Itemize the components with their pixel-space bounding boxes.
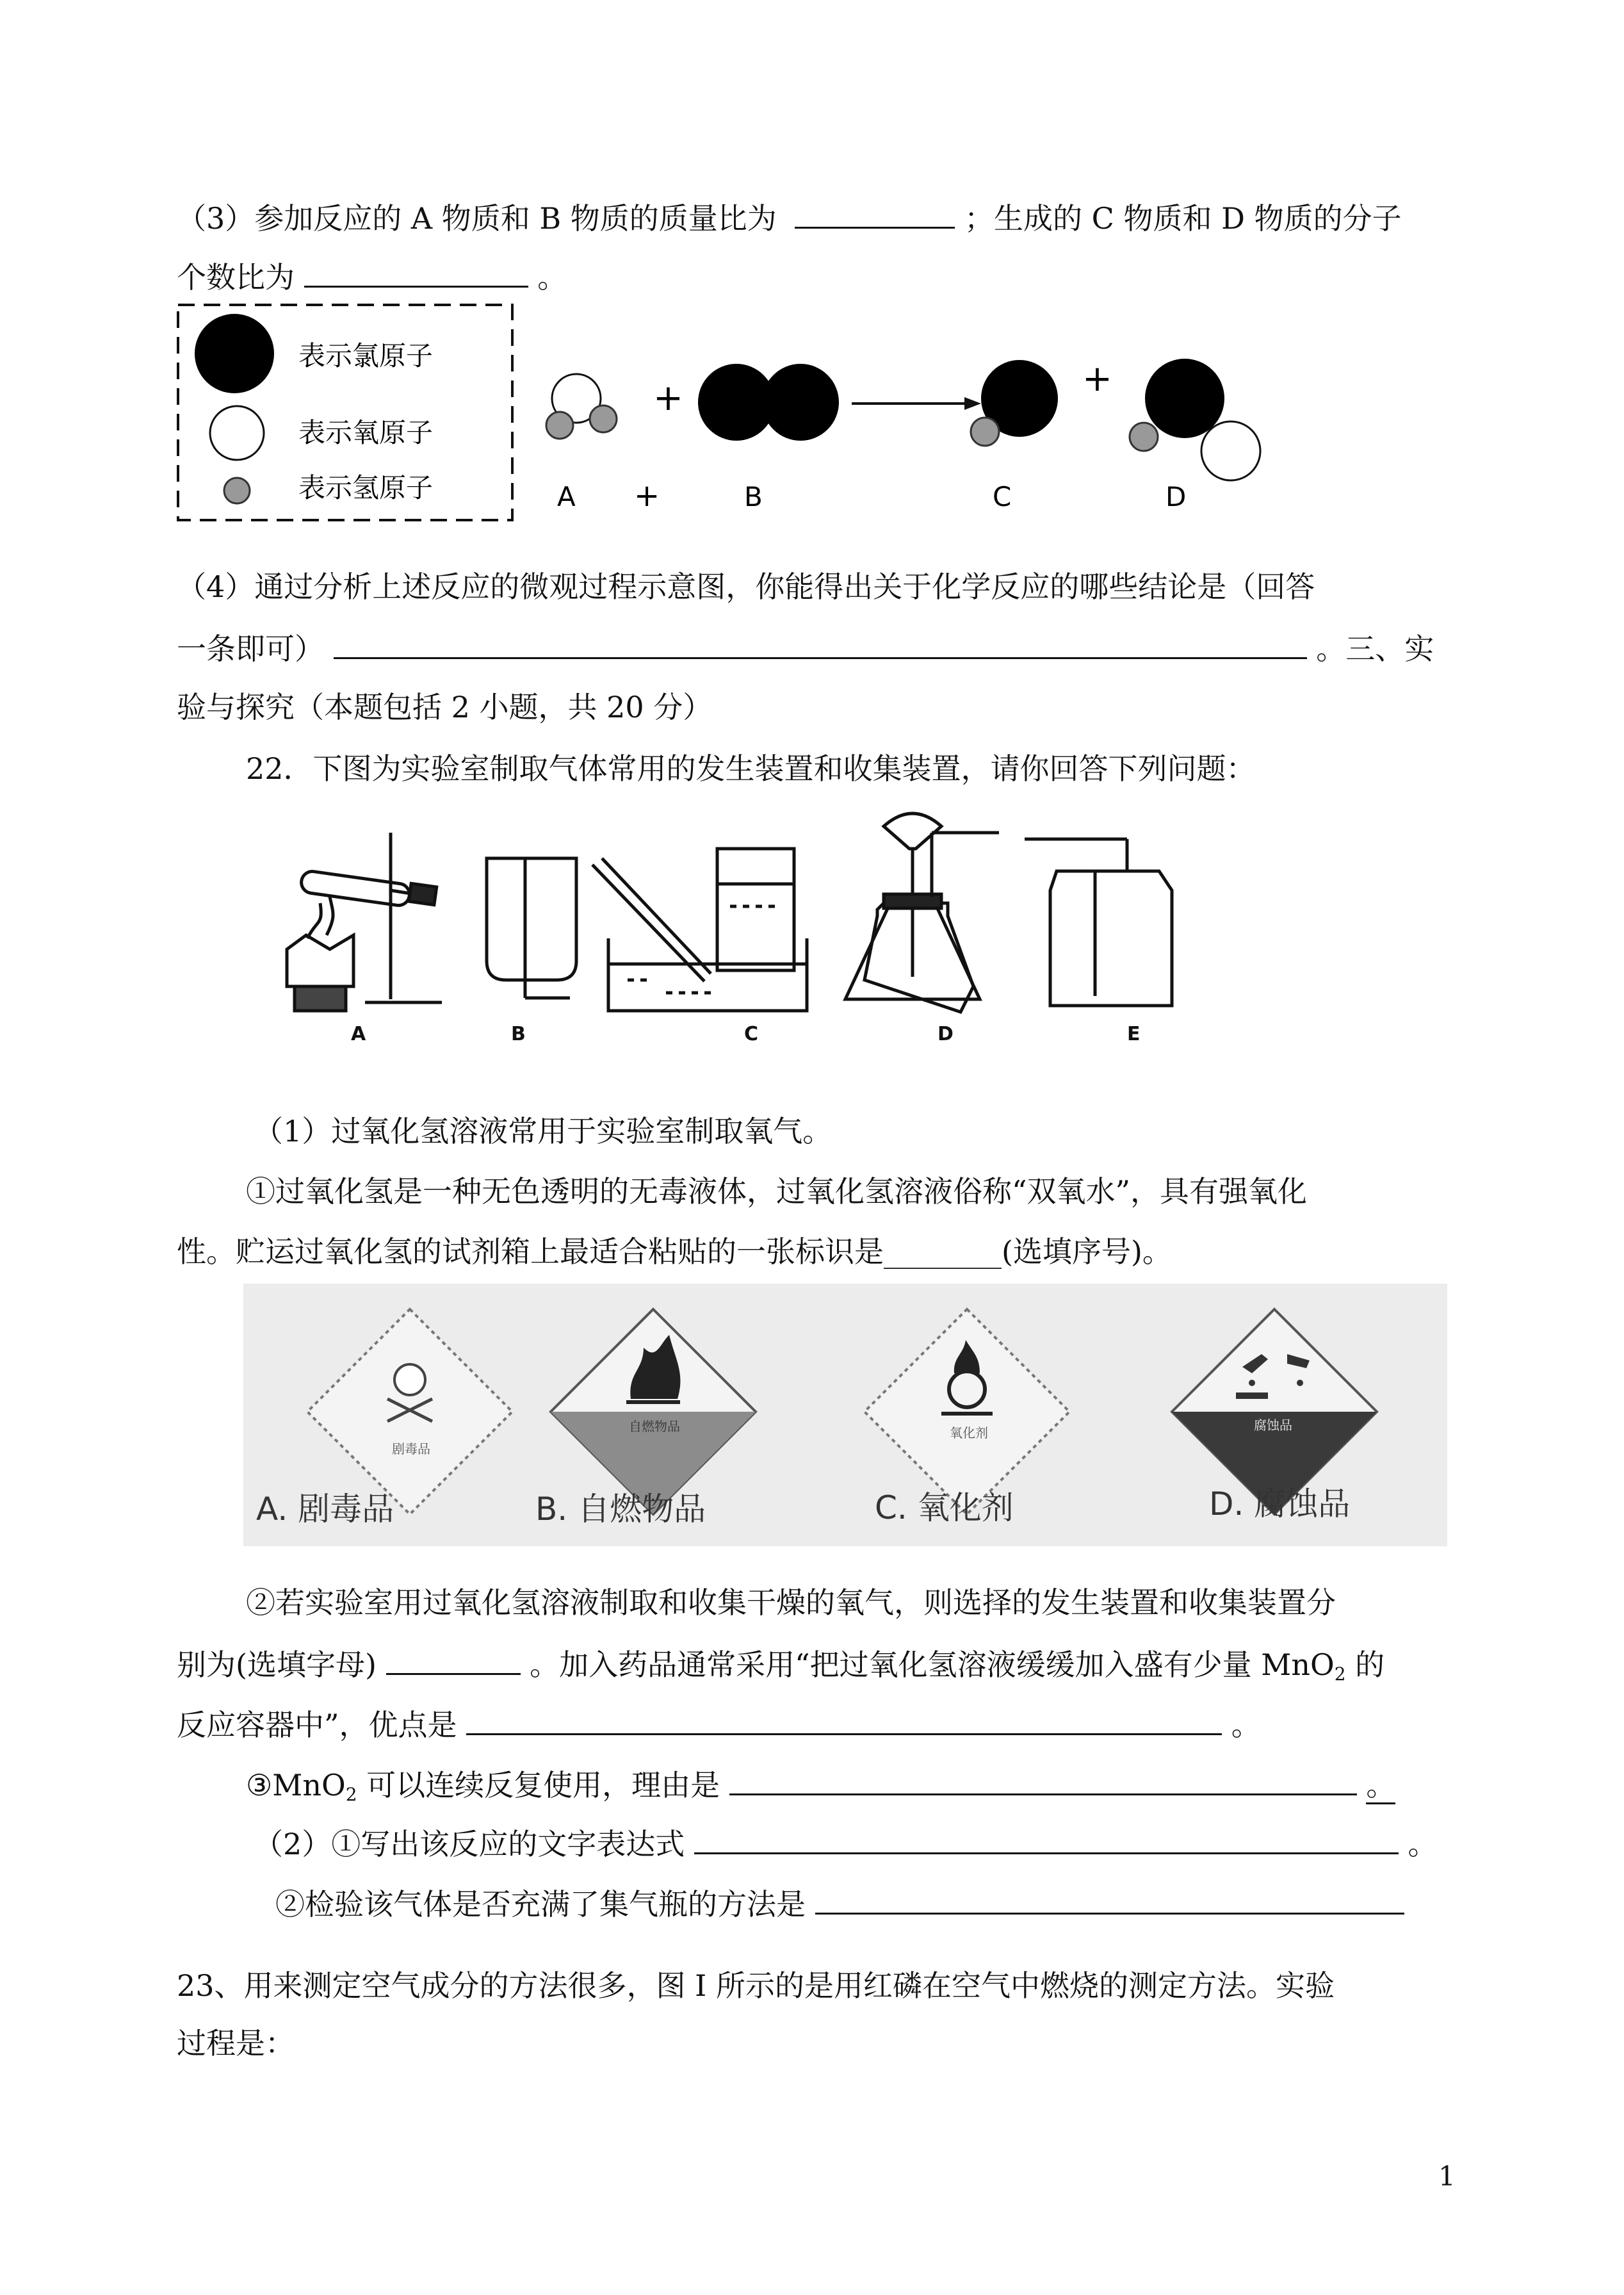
q22-item2-line2: 别为(选填字母) 。加入药品通常采用“把过氧化氢溶液缓缓加入盛有少量 MnO$_2$ 的 [177,1644,1384,1694]
q22-item2-line3: 反应容器中”，优点是 。 [177,1704,1261,1744]
label-plus: + [634,478,660,514]
answer-blank[interactable] [795,197,955,229]
page-number: 1 [1438,2160,1456,2192]
legend-hydrogen: 表示氢原子 [298,472,434,503]
q22-part2-item2: ②检验该气体是否充满了集气瓶的方法是 [275,1883,1404,1923]
q21-p4-line3: 验与探究（本题包括 2 小题，共 20 分） [177,690,713,724]
q21-p3-line2: 个数比为 。 [177,256,567,297]
label-d: D [1165,481,1187,512]
label-a: A [557,481,576,512]
label-c: C [993,481,1012,512]
answer-blank[interactable] [334,628,1307,659]
legend-oxygen: 表示氧原子 [298,417,434,448]
apparatus-e [1025,839,1172,1006]
answer-blank[interactable] [815,1883,1404,1915]
apparatus-label-e: E [1127,1023,1141,1045]
sign-caption-b: B. 自燃物品 [535,1491,706,1528]
sign-caption-c: C. 氧化剂 [875,1489,1014,1526]
q22-part2: （2）①写出该反应的文字表达式 。 [254,1823,1438,1863]
sign-inner-oxidizer: 氧化剂 [950,1425,988,1441]
apparatus-d [845,813,999,1012]
apparatus-b [487,858,576,998]
plus-sign: + [653,377,683,419]
q22-part1: （1）过氧化氢溶液常用于实验室制取氧气。 [254,1114,832,1148]
hydrogen-atom-legend [224,478,250,503]
sign-inner-flammable: 自燃物品 [629,1419,680,1434]
q21-p4-line1: （4）通过分析上述反应的微观过程示意图，你能得出关于化学反应的哪些结论是（回答 [177,569,1315,604]
answer-blank[interactable] [304,256,528,288]
q23-line1: 23、用来测定空气成分的方法很多，图 I 所示的是用红磷在空气中燃烧的测定方法。实验 [177,1968,1335,2003]
legend-chlorine: 表示氯原子 [298,340,434,372]
q22-item1-line2: 性。贮运过氧化氢的试剂箱上最适合粘贴的一张标识是________(选填序号)。 [177,1234,1172,1269]
q22-intro: 22．下图为实验室制取气体常用的发生装置和收集装置，请你回答下列问题： [246,751,1256,786]
q22-item2-line1: ②若实验室用过氧化氢溶液制取和收集干燥的氧气，则选择的发生装置和收集装置分 [246,1585,1336,1620]
oxygen-atom-legend [210,406,264,460]
reaction-diagram [173,301,1326,532]
q23-line2: 过程是： [177,2026,295,2061]
label-b: B [744,481,763,512]
q21-p3-line1: （3）参加反应的 A 物质和 B 物质的质量比为 ；生成的 C 物质和 D 物质的分子 [177,197,1402,238]
q21-p4-line2: 一条即可） 。三、实 [177,628,1434,668]
plus-sign: + [1082,358,1112,400]
apparatus-a [287,833,442,1011]
answer-blank[interactable] [386,1644,521,1675]
apparatus-label-a: A [351,1023,366,1045]
apparatus-label-b: B [511,1023,526,1045]
apparatus-label-c: C [744,1023,759,1045]
sign-caption-a: A. 剧毒品 [256,1491,394,1528]
answer-blank[interactable] [466,1704,1222,1735]
molecule-a [546,374,617,439]
apparatus-label-d: D [938,1023,954,1045]
sign-caption-d: D. 腐蚀品 [1209,1485,1351,1523]
molecule-c [971,360,1058,446]
sign-inner-toxic: 剧毒品 [392,1441,430,1457]
molecule-d [1130,359,1260,480]
apparatus-c [592,849,807,1011]
answer-blank[interactable] [729,1764,1357,1795]
chlorine-atom-legend [195,314,274,393]
answer-blank[interactable] [694,1823,1399,1854]
q22-item1-line1: ①过氧化氢是一种无色透明的无毒液体，过氧化氢溶液俗称“双氧水”，具有强氧化 [246,1174,1308,1209]
molecule-b [698,364,839,441]
q22-item3: ③MnO$_2$ 可以连续反复使用，理由是 。 [246,1764,1395,1814]
sign-inner-corrosive: 腐蚀品 [1254,1417,1292,1433]
